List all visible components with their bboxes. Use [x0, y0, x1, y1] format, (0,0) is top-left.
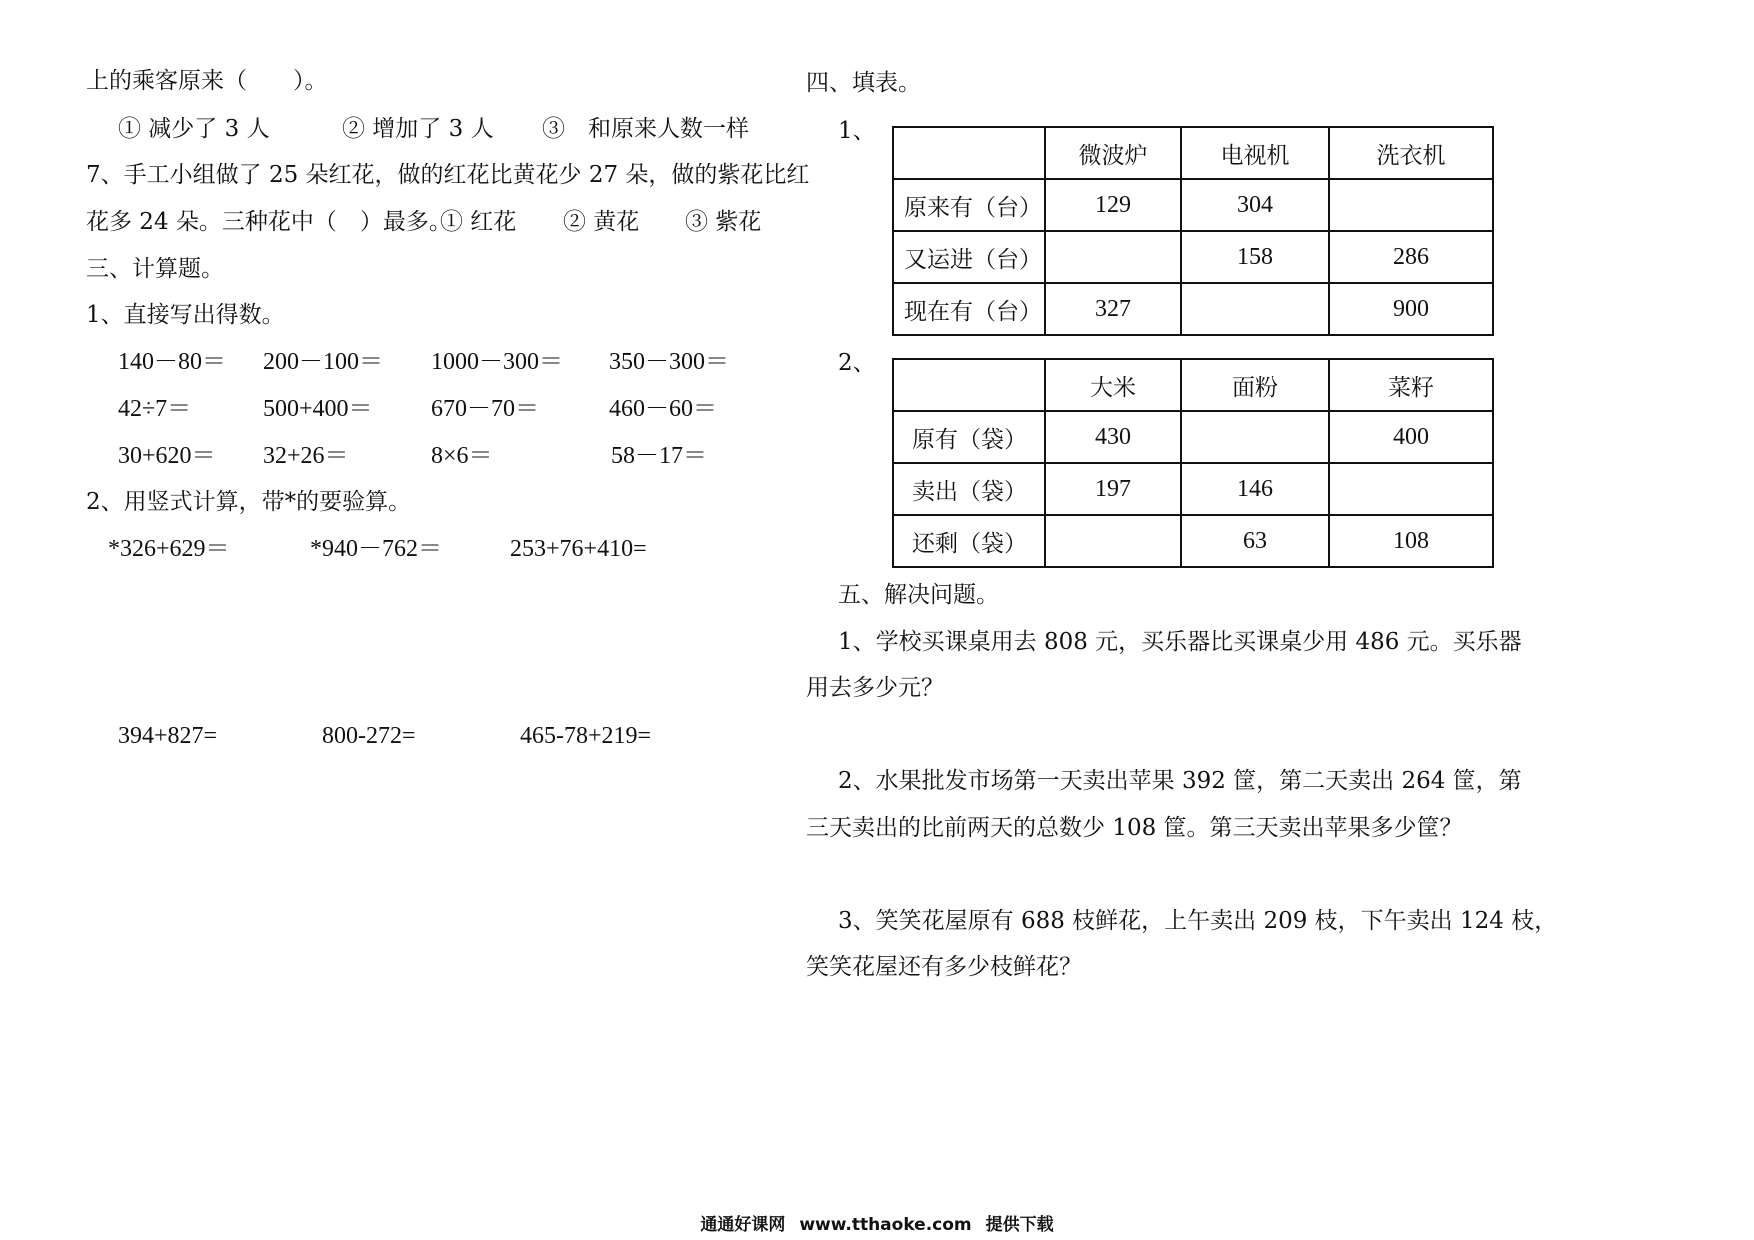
table-cell-blank[interactable] — [1045, 515, 1181, 567]
table-2-label: 2、 — [838, 350, 876, 376]
vertical-calc-item: 800-272= — [322, 723, 416, 749]
table-row — [893, 515, 1493, 567]
table-header-cell: 大米 — [1045, 359, 1181, 411]
table-cell-blank[interactable] — [1329, 463, 1493, 515]
direct-calc-title: 1、直接写出得数。 — [86, 302, 285, 328]
direct-calc-item: 32+26＝ — [263, 443, 349, 469]
table-row — [893, 411, 1493, 463]
row-label: 卖出（袋） — [893, 463, 1045, 515]
q7-line-1: 7、手工小组做了 25 朵红花，做的红花比黄花少 27 朵，做的紫花比红 — [86, 162, 810, 188]
direct-calc-item: 8×6＝ — [431, 443, 493, 469]
table-cell: 327 — [1045, 283, 1181, 335]
table-cell: 430 — [1045, 411, 1181, 463]
table-cell: 304 — [1181, 179, 1329, 231]
q6-option-2: ② 增加了 3 人 — [342, 116, 494, 142]
direct-calc-item: 500+400＝ — [263, 396, 373, 422]
footer-suffix: 提供下载 — [985, 1215, 1054, 1235]
section-4-title: 四、填表。 — [806, 70, 921, 96]
table-1-label: 1、 — [838, 118, 876, 144]
table-header-cell: 菜籽 — [1329, 359, 1493, 411]
row-label: 现在有（台） — [893, 283, 1045, 335]
direct-calc-item: 140－80＝ — [118, 349, 226, 375]
q6-option-1: ① 减少了 3 人 — [118, 116, 270, 142]
table-cell: 286 — [1329, 231, 1493, 283]
q7-option-1: ① 红花 — [440, 209, 517, 235]
table-cell — [893, 127, 1045, 179]
section-3-title: 三、计算题。 — [86, 256, 224, 282]
problem-1-line-2: 用去多少元？ — [806, 675, 944, 701]
problem-1-line-1: 1、学校买课桌用去 808 元，买乐器比买课桌少用 486 元。买乐器 — [838, 629, 1522, 655]
table-cell — [893, 359, 1045, 411]
row-label: 原来有（台） — [893, 179, 1045, 231]
q6-option-3: ③ 和原来人数一样 — [542, 116, 749, 142]
table-row — [893, 463, 1493, 515]
table-row — [893, 231, 1493, 283]
table-cell: 900 — [1329, 283, 1493, 335]
direct-calc-item: 670－70＝ — [431, 396, 539, 422]
direct-calc-item: 460－60＝ — [609, 396, 717, 422]
table-cell: 129 — [1045, 179, 1181, 231]
problem-3-line-1: 3、笑笑花屋原有 688 枝鲜花，上午卖出 209 枝，下午卖出 124 枝， — [838, 908, 1558, 934]
problem-2-line-1: 2、水果批发市场第一天卖出苹果 392 筐，第二天卖出 264 筐，第 — [838, 768, 1522, 794]
table-header-row — [893, 359, 1493, 411]
footer-site-name: 通通好课网 — [700, 1215, 786, 1235]
table-cell-blank[interactable] — [1181, 411, 1329, 463]
direct-calc-item: 350－300＝ — [609, 349, 729, 375]
direct-calc-item: 30+620＝ — [118, 443, 216, 469]
direct-calc-item: 1000－300＝ — [431, 349, 563, 375]
table-header-cell: 洗衣机 — [1329, 127, 1493, 179]
table-cell: 158 — [1181, 231, 1329, 283]
table-cell: 146 — [1181, 463, 1329, 515]
table-header-cell: 微波炉 — [1045, 127, 1181, 179]
vertical-calc-item: 465-78+219= — [520, 723, 652, 749]
fill-table-2 — [892, 358, 1494, 568]
table-cell-blank[interactable] — [1181, 283, 1329, 335]
q7-line-2: 花多 24 朵。三种花中（ ）最多。 — [86, 209, 452, 235]
row-label: 原有（袋） — [893, 411, 1045, 463]
direct-calc-item: 58－17＝ — [611, 443, 707, 469]
vertical-calc-item: 253+76+410= — [510, 536, 647, 562]
row-label: 又运进（台） — [893, 231, 1045, 283]
q7-option-2: ② 黄花 — [563, 209, 640, 235]
table-cell-blank[interactable] — [1329, 179, 1493, 231]
table-header-row — [893, 127, 1493, 179]
q7-option-3: ③ 紫花 — [685, 209, 762, 235]
row-label: 还剩（袋） — [893, 515, 1045, 567]
table-row — [893, 283, 1493, 335]
direct-calc-item: 42÷7＝ — [118, 396, 192, 422]
problem-2-line-2: 三天卖出的比前两天的总数少 108 筐。第三天卖出苹果多少筐？ — [806, 815, 1463, 841]
q6-continuation: 上的乘客原来（ ）。 — [86, 68, 328, 94]
vertical-calc-item: *940－762＝ — [310, 536, 442, 562]
table-header-cell: 面粉 — [1181, 359, 1329, 411]
table-cell-blank[interactable] — [1045, 231, 1181, 283]
fill-table-1 — [892, 126, 1494, 336]
vertical-calc-item: *326+629＝ — [108, 536, 230, 562]
table-cell: 400 — [1329, 411, 1493, 463]
table-header-cell: 电视机 — [1181, 127, 1329, 179]
table-row — [893, 179, 1493, 231]
table-cell: 63 — [1181, 515, 1329, 567]
footer-url[interactable]: www.tthaoke.com — [799, 1215, 972, 1235]
vertical-calc-item: 394+827= — [118, 723, 218, 749]
vertical-calc-title: 2、用竖式计算，带*的要验算。 — [86, 489, 412, 515]
direct-calc-item: 200－100＝ — [263, 349, 383, 375]
table-cell: 197 — [1045, 463, 1181, 515]
page-footer — [0, 1210, 1754, 1235]
problem-3-line-2: 笑笑花屋还有多少枝鲜花？ — [806, 954, 1082, 980]
table-cell: 108 — [1329, 515, 1493, 567]
section-5-title: 五、解决问题。 — [838, 582, 999, 608]
